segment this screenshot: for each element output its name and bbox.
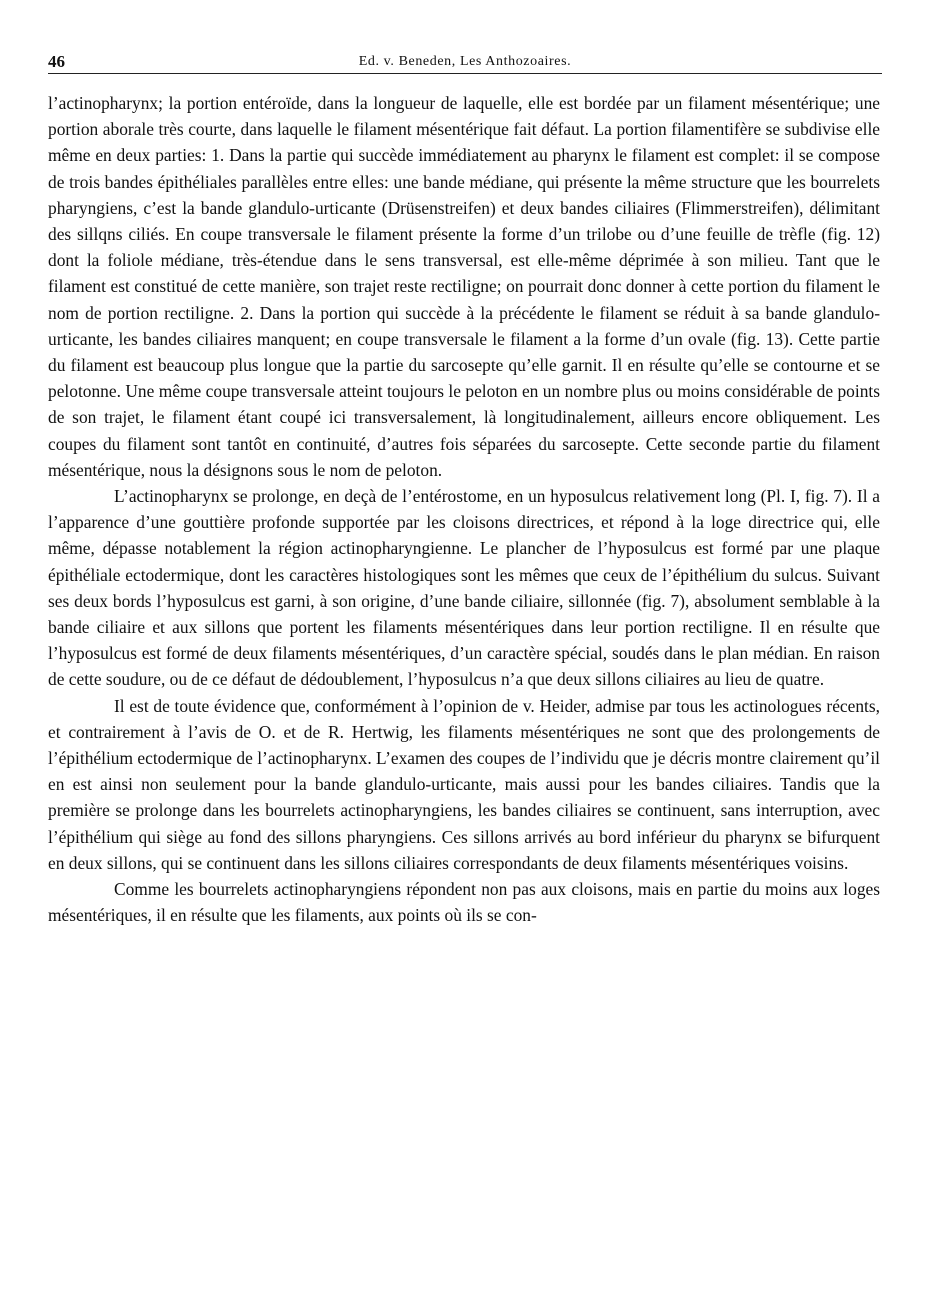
page-header xyxy=(48,50,882,74)
paragraph: l’actinopharynx; la portion entéroïde, dans la longueur de laquelle, elle est bordée par un filament mésentérique; une portion aborale très courte, dans laquelle le filament mésentérique fait défaut. La portion filamentifère se subdivise elle même en deux parties: 1. Dans la partie qui succède immédiatement au pharynx le filament est complet: il se compose de trois bandes épithéliales parallèles entre elles: une bande médiane, qui présente la même structure que les bourrelets pharyngiens, c’est la bande glandulo-urticante (Drüsenstreifen) et deux bandes ciliaires (Flimmerstreifen), délimitant des sillqns ciliés. En coupe transversale le filament présente la forme d’un trilobe ou d’une feuille de trèfle (fig. 12) dont la foliole médiane, très-étendue dans le sens transversal, est elle-même déprimée à son milieu. Tant que le filament est constitué de cette manière, son trajet reste rectiligne; on pourrait donc donner à cette portion du filament le nom de portion rectiligne. 2. Dans la portion qui succède à la précédente le filament se réduit à sa bande glandulo-urticante, les bandes ciliaires manquent; en coupe transversale le filament a la forme d’un ovale (fig. 13). Cette partie du filament est beaucoup plus longue que la partie du sarcosepte qu’elle garnit. Il en résulte qu’elle se contourne et se pelotonne. Une même coupe transversale atteint toujours le peloton en un nombre plus ou moins considérable de points de son trajet, le filament étant coupé ici transversalement, là longitudinalement, ailleurs encore obliquement. Les coupes du filament sont tantôt en continuité, d’autres fois séparées du sarcosepte. Cette seconde partie du filament mésentérique, nous la désignons sous le nom de peloton. xyxy=(48,93,880,480)
running-head: Ed. v. Beneden, Les Anthozoaires. xyxy=(358,54,572,69)
paragraph: Comme les bourrelets actinopharyngiens répondent non pas aux cloisons, mais en partie du moins aux loges mésentériques, il en résulte que les filaments, aux points où ils se con- xyxy=(48,879,880,926)
page-number: 46 xyxy=(48,52,65,71)
body-text xyxy=(48,90,880,929)
paragraph: L’actinopharynx se prolonge, en deçà de l’entérostome, en un hyposulcus relativement long (Pl. I, fig. 7). Il a l’apparence d’une gouttière profonde supportée par les cloisons directrices, et répond à la loge directrice qui, elle même, dépasse notablement la région actinopharyngienne. Le plancher de l’hyposulcus est formé par une plaque épithéliale ectodermique, dont les caractères histologiques sont les mêmes que ceux de l’épithélium du sulcus. Suivant ses deux bords l’hyposulcus est garni, à son origine, d’une bande ciliaire, sillonnée (fig. 7), absolument semblable à la bande ciliaire et aux sillons que portent les filaments mésentériques dans leur portion rectiligne. Il en résulte que l’hyposulcus est formé de deux filaments mésentériques, d’un caractère spécial, soudés dans le plan médian. En raison de cette soudure, ou de ce défaut de dédoublement, l’hyposulcus n’a que deux sillons ciliaires au lieu de quatre. xyxy=(48,486,880,690)
header-rule xyxy=(48,73,882,74)
paragraph: Il est de toute évidence que, conformément à l’opinion de v. Heider, admise par tous les actinologues récents, et contrairement à l’avis de O. et de R. Hertwig, les filaments mésentériques ne sont que des prolongements de l’épithélium ectodermique de l’actinopharynx. L’examen des coupes de l’individu que je décris montre clairement qu’il en est ainsi non seulement pour la bande glandulo-urticante, mais aussi pour les bandes ciliaires. Tandis que la première se prolonge dans les bourrelets actinopharyngiens, les bandes ciliaires se continuent, sans interruption, avec l’épithélium qui siège au fond des sillons pharyngiens. Ces sillons arrivés au bord inférieur du pharynx se bifurquent en deux sillons, qui se continuent dans les sillons ciliaires correspondants de deux filaments mésentériques voisins. xyxy=(48,695,880,873)
